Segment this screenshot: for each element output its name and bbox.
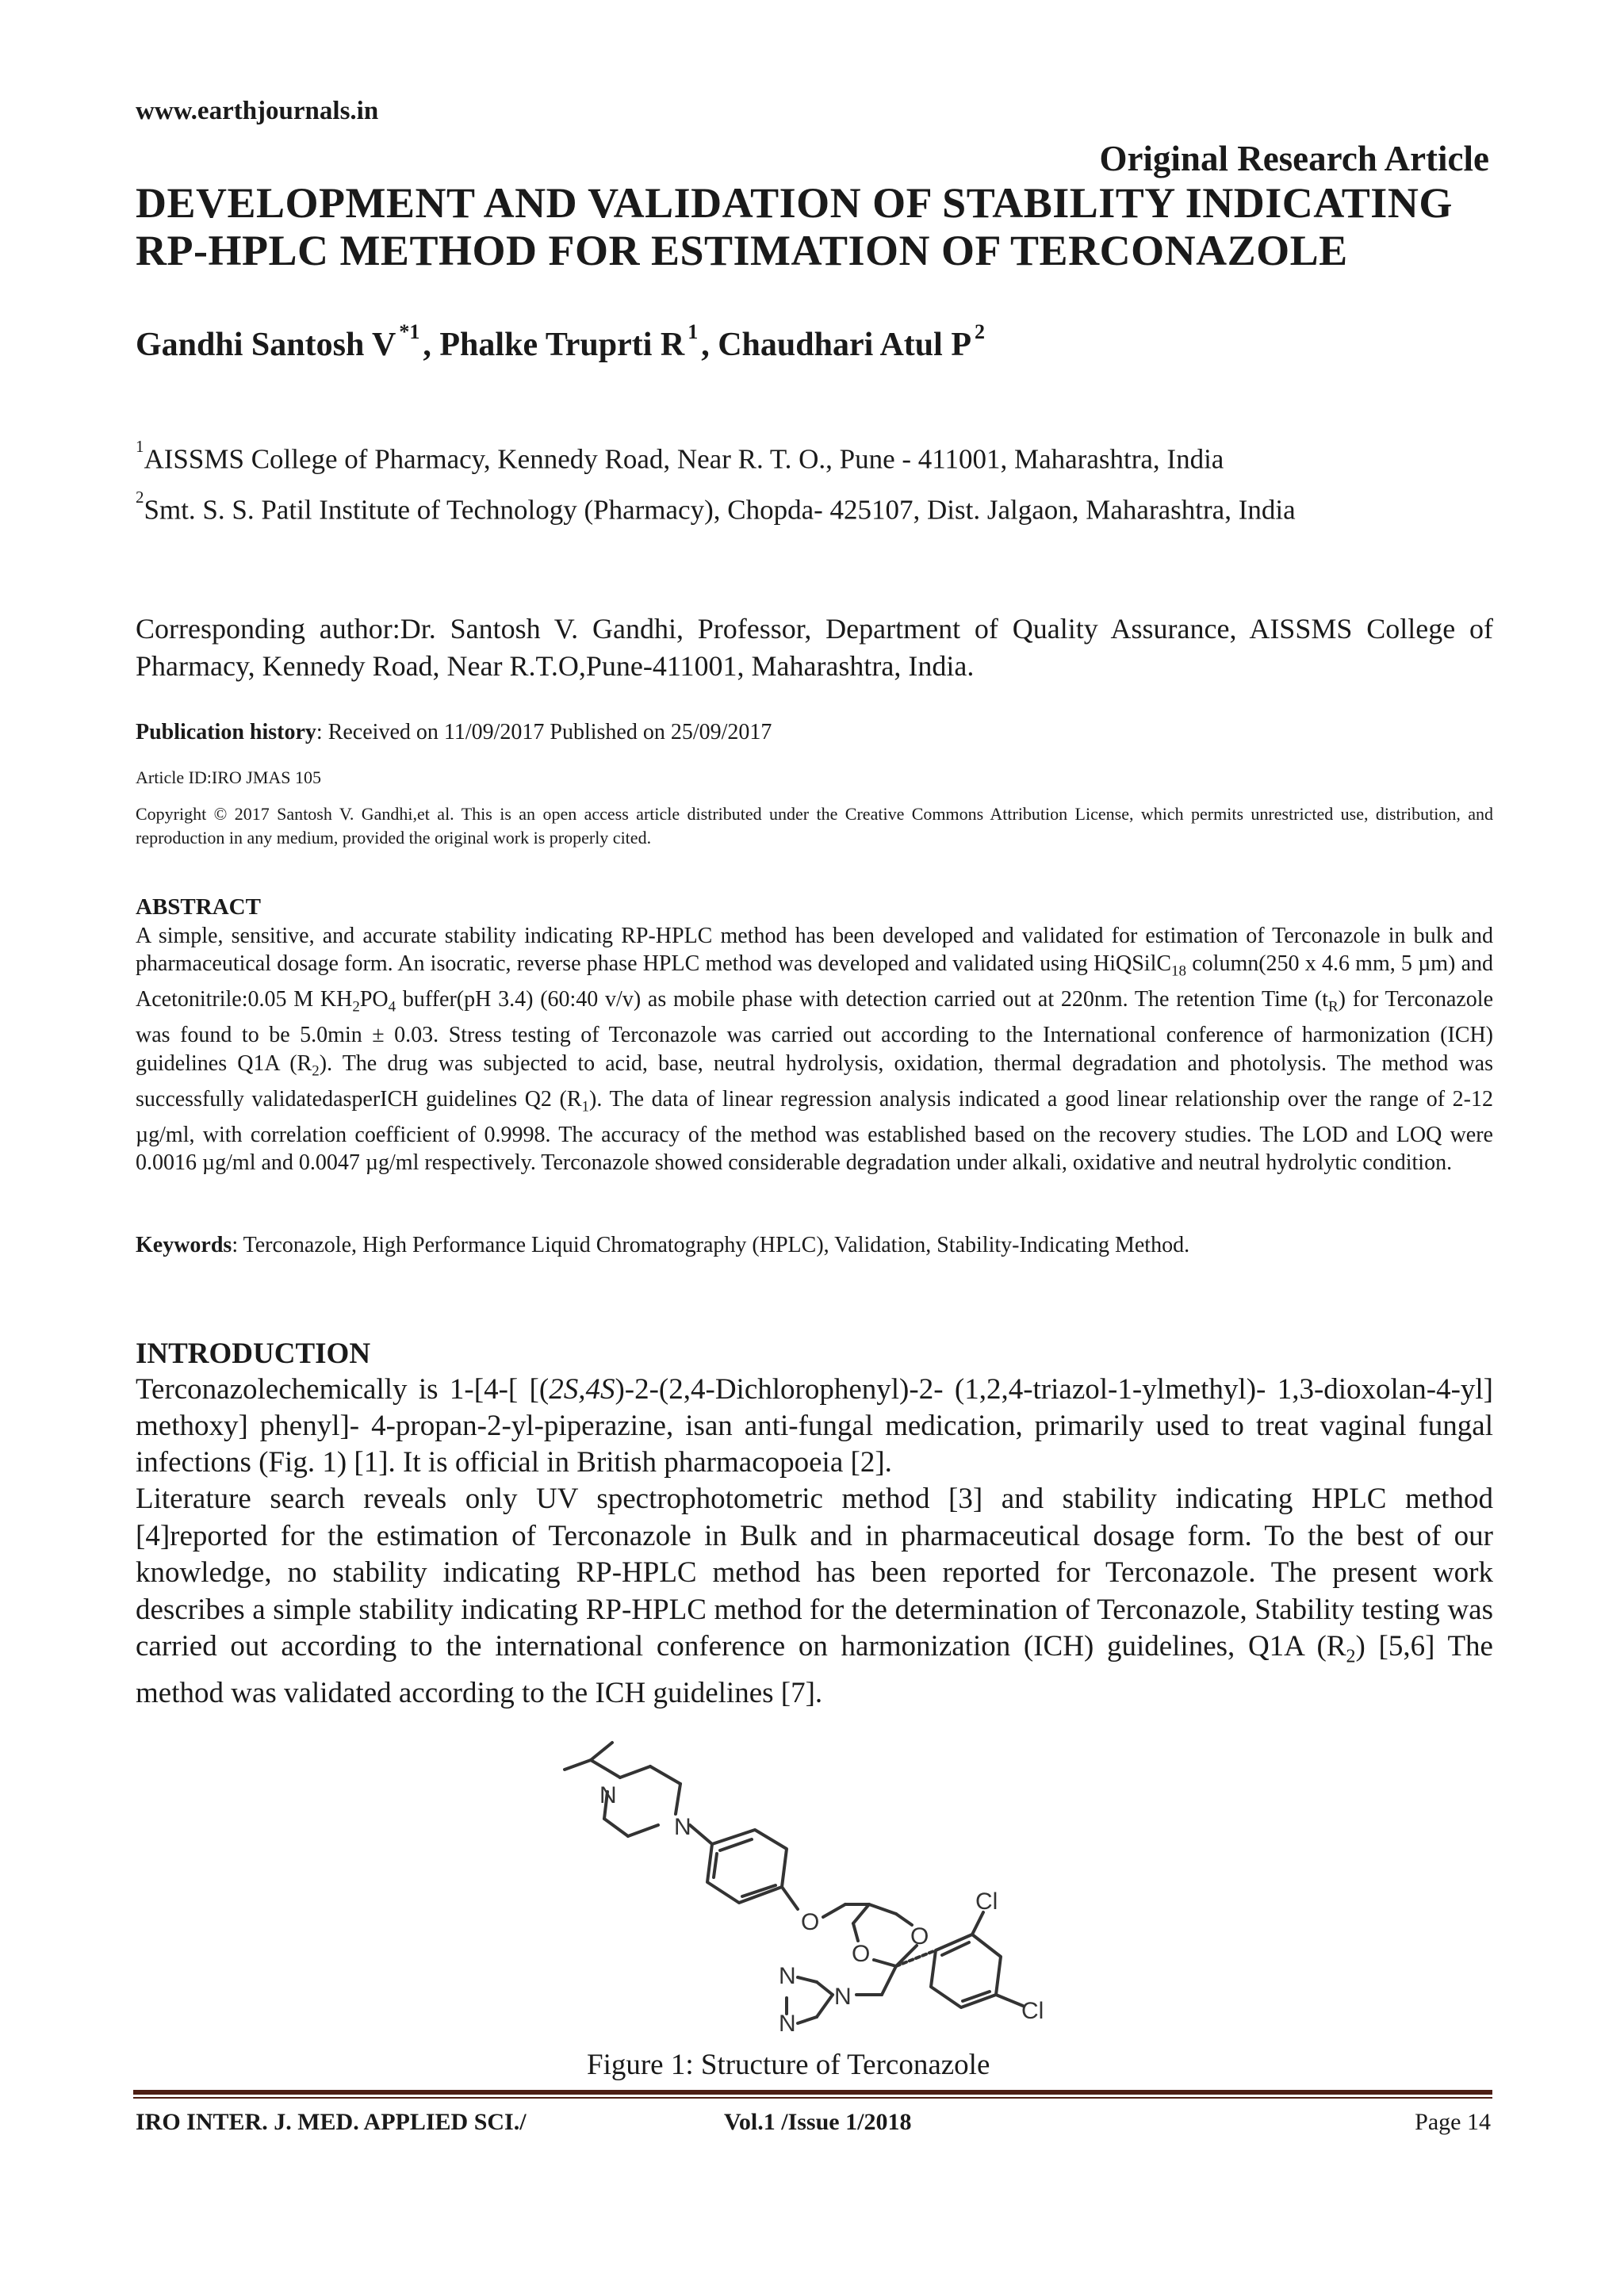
footer-journal: IRO INTER. J. MED. APPLIED SCI./ [136, 2109, 527, 2135]
abstract-segment: ). The drug was subjected to acid, base, neutral hydrolysis, oxidation, thermal degradation and photolysis. The method was successfully validatedasperICH guidelines Q2 (R [136, 1050, 1493, 1112]
abstract-segment: buffer(pH 3.4) (60:40 v/v) as mobile phase with detection carried out at 220nm. The retention Time (t [396, 987, 1328, 1012]
author-name: Chaudhari Atul P [718, 327, 971, 363]
abstract-subscript: 4 [388, 999, 396, 1016]
introduction-paragraph-1 [136, 1372, 1493, 1481]
corresponding-author: Corresponding author:Dr. Santosh V. Gandhi, Professor, Department of Quality Assurance, AISSMS College of Pharmacy, Kennedy Road, Near R.T.O,Pune-411001, Maharashtra, India. [136, 613, 1493, 682]
author-superscript: 2 [974, 320, 985, 343]
keywords-label: Keywords [136, 1233, 232, 1257]
abstract-subscript: R [1327, 999, 1339, 1016]
paper-title: DEVELOPMENT AND VALIDATION OF STABILITY INDICATING RP-HPLC METHOD FOR ESTIMATION OF TERCONAZOLE [136, 179, 1453, 274]
affiliation-1 [136, 434, 1493, 478]
author-superscript: 1 [688, 320, 699, 343]
author-separator: , [423, 327, 431, 363]
keywords-text: : Terconazole, High Performance Liquid Chromatography (HPLC), Validation, Stability-Indicating Method. [232, 1233, 1190, 1257]
abstract-segment: ). The data of linear regression analysis indicated a good linear relationship over the range of 2-12 µg/ml, with correlation coefficient of 0.9998. The accuracy of the method was established based on the recovery studies. The LOD and LOQ were 0.0016 µg/ml and 0.0047 µg/ml respectively. Terconazole showed considerable degradation under alkali, oxidative and neutral hydrolytic condition. [136, 1086, 1493, 1176]
abstract-subscript: 2 [312, 1062, 320, 1080]
abstract-subscript: 18 [1171, 963, 1187, 980]
publication-history [136, 720, 772, 745]
copyright-notice: Copyright © 2017 Santosh V. Gandhi,et al. This is an open access article distributed under the Creative Commons Attribution License, which permits unrestricted use, distribution, and reproduction in any medium, provided the original work is properly cited. [136, 804, 1493, 848]
atom-label: N [779, 1963, 796, 1989]
author-separator: , [701, 327, 710, 363]
affiliation-marker: 2 [136, 488, 144, 507]
atom-label: O [852, 1941, 871, 1967]
atom-label: Cl [1021, 1998, 1044, 2024]
atom-label: N [599, 1782, 617, 1808]
author-name: Phalke Truprti R [439, 327, 685, 363]
publication-history-label: Publication history [136, 720, 316, 744]
footer-volume: Vol.1 /Issue 1/2018 [724, 2109, 912, 2135]
affiliation-2 [136, 485, 1493, 529]
figure-caption: Figure 1: Structure of Terconazole [587, 2049, 990, 2081]
affiliation-text: Smt. S. S. Patil Institute of Technology (Pharmacy), Chopda- 425107, Dist. Jalgaon, Maharashtra, India [144, 494, 1296, 526]
abstract-segment: PO [359, 987, 389, 1012]
author-name: Gandhi Santosh V [136, 327, 396, 363]
abstract-heading: ABSTRACT [136, 894, 261, 920]
intro-segment: Literature search reveals only UV spectrophotometric method [3] and stability indicating HPLC method [4]reported for the estimation of Terconazole in Bulk and in pharmaceutical dosage form. To the best of our knowledge, no stability indicating RP-HPLC method has been reported for Terconazole. The present work describes a simple stability indicating RP-HPLC method for the determination of Terconazole, Stability testing was carried out according to the international conference on harmonization (ICH) guidelines, Q1A (R [136, 1483, 1493, 1663]
abstract-subscript: 1 [581, 1098, 590, 1115]
intro-stereochem: 2S,4S [549, 1373, 615, 1406]
introduction-heading: INTRODUCTION [136, 1337, 371, 1370]
atom-label: N [779, 2011, 796, 2037]
abstract-segment: column(250 x 4.6 mm, 5 µm) and Acetonitrile:0.05 M KH [136, 951, 1493, 1012]
author-list [136, 320, 988, 364]
keywords [136, 1231, 1493, 1259]
introduction-paragraph-2 [136, 1481, 1493, 1712]
atom-label: N [834, 1984, 852, 2010]
intro-segment: Terconazolechemically is 1-[4-[ [( [136, 1373, 550, 1406]
abstract-segment: ) for Terconazole was found to be 5.0min ± 0.03. Stress testing of Terconazole was carried out according to the International conference of harmonization (ICH) guidelines Q1A (R [136, 987, 1494, 1076]
atom-label: N [674, 1814, 691, 1840]
journal-website[interactable]: www.earthjournals.in [136, 97, 379, 125]
terconazole-structure [555, 1736, 1078, 2038]
affiliation-text: AISSMS College of Pharmacy, Kennedy Road, Near R. T. O., Pune - 411001, Maharashtra, India [144, 443, 1224, 475]
atom-label: O [910, 1923, 929, 1950]
abstract-text [136, 922, 1493, 1177]
intro-segment: )-2-(2,4-Dichlorophenyl)-2- (1,2,4-triazol-1-ylmethyl)- 1,3-dioxolan-4-yl] methoxy] phenyl]- 4-propan-2-yl-piperazine, isan anti-fungal medication, primarily used to treat vaginal fungal infections (Fig. 1) [1]. It is official in British pharmacopoeia [2]. [136, 1373, 1493, 1479]
abstract-segment: A simple, sensitive, and accurate stability indicating RP-HPLC method has been developed and validated for estimation of Terconazole in bulk and pharmaceutical dosage form. An isocratic, reverse phase HPLC method was developed and validated using HiQSilC [136, 924, 1493, 977]
affiliation-marker: 1 [136, 437, 144, 456]
abstract-subscript: 2 [352, 999, 360, 1016]
footer-rule-thin [133, 2097, 1492, 2099]
footer-page-number: Page 14 [1415, 2109, 1491, 2135]
intro-segment: ) [5,6] The method was validated according to the ICH guidelines [7]. [136, 1630, 1493, 1709]
structure-atoms [599, 1782, 1044, 2037]
footer-rule [133, 2090, 1492, 2095]
publication-history-dates: : Received on 11/09/2017 Published on 25/09/2017 [316, 720, 772, 744]
article-type: Original Research Article [1099, 139, 1489, 178]
article-id: Article ID:IRO JMAS 105 [136, 767, 322, 787]
atom-label: Cl [975, 1888, 998, 1915]
atom-label: O [801, 1909, 820, 1935]
author-superscript: *1 [399, 320, 420, 343]
intro-subscript: 2 [1346, 1646, 1356, 1667]
